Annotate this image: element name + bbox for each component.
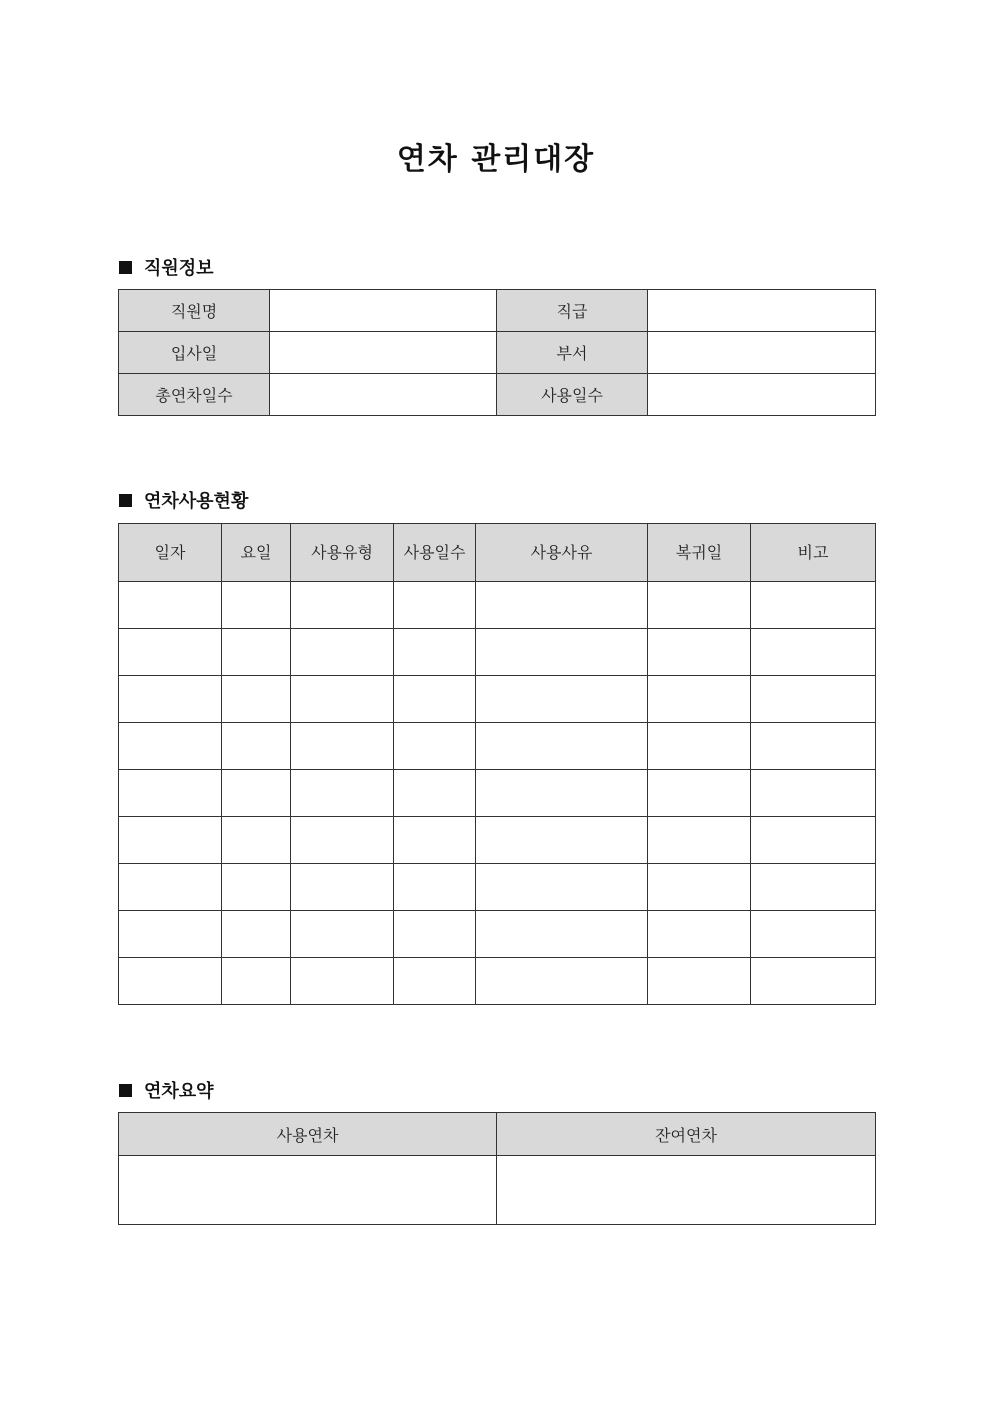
cell-return-date[interactable] — [648, 723, 751, 770]
leave-summary-table — [118, 1112, 876, 1225]
cell-weekday[interactable] — [222, 582, 291, 629]
cell-weekday[interactable] — [222, 676, 291, 723]
employee-info-row — [119, 374, 876, 416]
column-header-usage-type: 사용유형 — [291, 524, 394, 582]
cell-usage-type[interactable] — [291, 911, 394, 958]
cell-remarks[interactable] — [751, 817, 876, 864]
cell-usage-type[interactable] — [291, 582, 394, 629]
square-bullet-icon — [119, 1084, 132, 1097]
cell-usage-type[interactable] — [291, 723, 394, 770]
cell-weekday[interactable] — [222, 911, 291, 958]
cell-days-used[interactable] — [394, 676, 476, 723]
employee-info-row — [119, 332, 876, 374]
cell-date[interactable] — [119, 911, 222, 958]
table-row — [119, 817, 876, 864]
cell-return-date[interactable] — [648, 817, 751, 864]
cell-remarks[interactable] — [751, 958, 876, 1005]
square-bullet-icon — [119, 261, 132, 274]
employee-info-heading-text: 직원정보 — [144, 258, 214, 279]
cell-remarks[interactable] — [751, 864, 876, 911]
square-bullet-icon — [119, 494, 132, 507]
position-field[interactable] — [648, 290, 876, 332]
cell-reason[interactable] — [476, 582, 648, 629]
column-header-reason: 사용사유 — [476, 524, 648, 582]
cell-days-used[interactable] — [394, 582, 476, 629]
cell-remarks[interactable] — [751, 911, 876, 958]
leave-summary-heading-text: 연차요약 — [144, 1081, 214, 1102]
column-header-date: 일자 — [119, 524, 222, 582]
cell-reason[interactable] — [476, 676, 648, 723]
cell-usage-type[interactable] — [291, 676, 394, 723]
cell-weekday[interactable] — [222, 864, 291, 911]
cell-days-used[interactable] — [394, 770, 476, 817]
leave-usage-heading-text: 연차사용현황 — [144, 491, 249, 512]
column-header-weekday: 요일 — [222, 524, 291, 582]
cell-usage-type[interactable] — [291, 629, 394, 676]
total-leave-days-field[interactable] — [270, 374, 497, 416]
cell-date[interactable] — [119, 676, 222, 723]
document-title: 연차 관리대장 — [396, 142, 596, 177]
cell-date[interactable] — [119, 817, 222, 864]
column-header-days-used: 사용일수 — [394, 524, 476, 582]
cell-usage-type[interactable] — [291, 864, 394, 911]
table-row — [119, 770, 876, 817]
cell-usage-type[interactable] — [291, 958, 394, 1005]
cell-return-date[interactable] — [648, 676, 751, 723]
cell-remarks[interactable] — [751, 723, 876, 770]
used-leave-field[interactable] — [119, 1156, 497, 1225]
cell-remarks[interactable] — [751, 676, 876, 723]
table-row — [119, 911, 876, 958]
cell-reason[interactable] — [476, 817, 648, 864]
cell-weekday[interactable] — [222, 723, 291, 770]
cell-days-used[interactable] — [394, 817, 476, 864]
column-header-return-date: 복귀일 — [648, 524, 751, 582]
cell-reason[interactable] — [476, 958, 648, 1005]
cell-return-date[interactable] — [648, 911, 751, 958]
cell-reason[interactable] — [476, 911, 648, 958]
cell-remarks[interactable] — [751, 770, 876, 817]
cell-remarks[interactable] — [751, 629, 876, 676]
hire-date-label: 입사일 — [119, 332, 270, 374]
employee-info-table — [118, 289, 876, 416]
cell-remarks[interactable] — [751, 582, 876, 629]
cell-weekday[interactable] — [222, 817, 291, 864]
position-label: 직급 — [497, 290, 648, 332]
leave-usage-body — [119, 582, 876, 1005]
cell-days-used[interactable] — [394, 723, 476, 770]
used-days-field[interactable] — [648, 374, 876, 416]
department-field[interactable] — [648, 332, 876, 374]
employee-name-field[interactable] — [270, 290, 497, 332]
cell-weekday[interactable] — [222, 958, 291, 1005]
cell-days-used[interactable] — [394, 911, 476, 958]
cell-days-used[interactable] — [394, 629, 476, 676]
cell-date[interactable] — [119, 958, 222, 1005]
employee-info-heading — [119, 254, 214, 280]
leave-summary-heading — [119, 1077, 214, 1103]
remaining-leave-header: 잔여연차 — [497, 1113, 876, 1156]
cell-return-date[interactable] — [648, 582, 751, 629]
remaining-leave-field[interactable] — [497, 1156, 876, 1225]
cell-reason[interactable] — [476, 770, 648, 817]
cell-return-date[interactable] — [648, 864, 751, 911]
table-row — [119, 676, 876, 723]
cell-reason[interactable] — [476, 864, 648, 911]
cell-weekday[interactable] — [222, 629, 291, 676]
employee-name-label: 직원명 — [119, 290, 270, 332]
cell-date[interactable] — [119, 582, 222, 629]
cell-weekday[interactable] — [222, 770, 291, 817]
table-row — [119, 582, 876, 629]
cell-reason[interactable] — [476, 723, 648, 770]
cell-return-date[interactable] — [648, 958, 751, 1005]
cell-return-date[interactable] — [648, 629, 751, 676]
leave-summary-value-row — [119, 1156, 876, 1225]
cell-return-date[interactable] — [648, 770, 751, 817]
cell-date[interactable] — [119, 770, 222, 817]
leave-usage-table — [118, 523, 876, 1005]
leave-usage-header-row — [119, 524, 876, 582]
column-header-remarks: 비고 — [751, 524, 876, 582]
cell-usage-type[interactable] — [291, 770, 394, 817]
employee-info-row — [119, 290, 876, 332]
department-label: 부서 — [497, 332, 648, 374]
table-row — [119, 864, 876, 911]
table-row — [119, 958, 876, 1005]
leave-summary-header-row — [119, 1113, 876, 1156]
cell-date[interactable] — [119, 723, 222, 770]
cell-days-used[interactable] — [394, 958, 476, 1005]
used-days-label: 사용일수 — [497, 374, 648, 416]
cell-date[interactable] — [119, 629, 222, 676]
leave-usage-heading — [119, 487, 248, 513]
total-leave-days-label: 총연차일수 — [119, 374, 270, 416]
cell-days-used[interactable] — [394, 864, 476, 911]
cell-usage-type[interactable] — [291, 817, 394, 864]
cell-reason[interactable] — [476, 629, 648, 676]
table-row — [119, 629, 876, 676]
table-row — [119, 723, 876, 770]
used-leave-header: 사용연차 — [119, 1113, 497, 1156]
hire-date-field[interactable] — [270, 332, 497, 374]
cell-date[interactable] — [119, 864, 222, 911]
